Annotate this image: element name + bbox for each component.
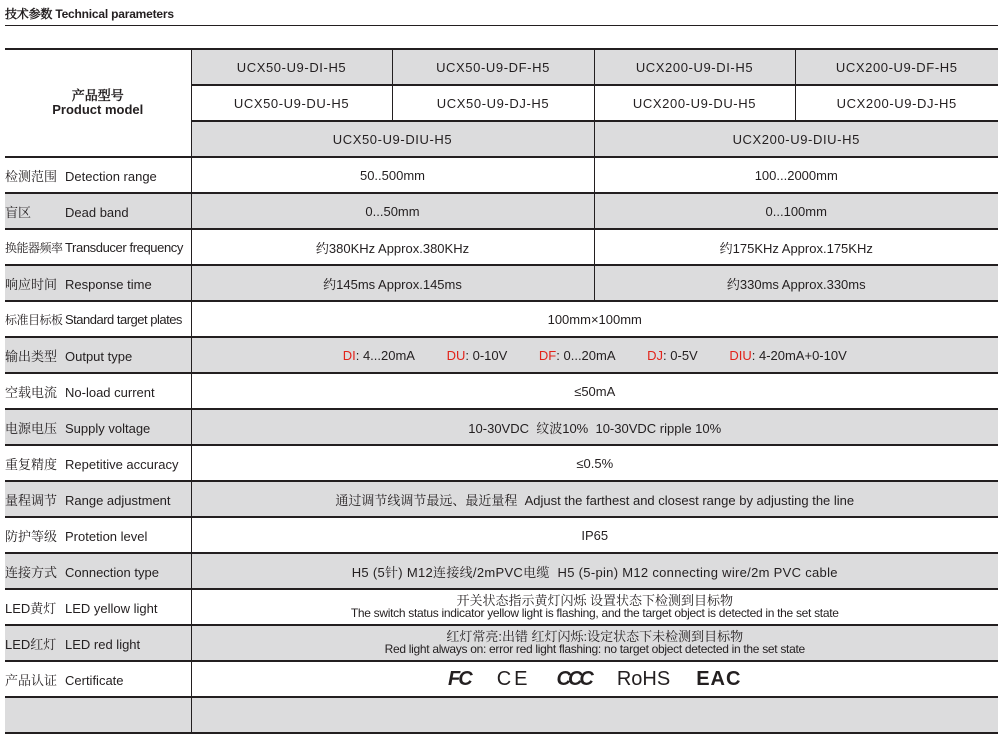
output-type-cell: [191, 337, 998, 373]
row-label: [5, 661, 191, 697]
led-red-en: Red light always on: error red light flashing: no target object detected in the set state: [384, 642, 805, 656]
label-cn: 标准目标板: [5, 312, 63, 327]
label-cn: 响应时间: [5, 276, 58, 292]
row-repetitive-accuracy: [5, 445, 998, 481]
value-cell: 0...50mm: [191, 193, 594, 229]
led-yellow-cell: [191, 589, 998, 625]
row-response-time: [5, 265, 998, 301]
row-label: [5, 337, 191, 373]
model-cell: UCX200-U9-DJ-H5: [795, 85, 998, 121]
led-yellow-en: The switch status indicator yellow light is flashing, and the target object is detected in the set state: [350, 606, 839, 620]
output-code: DF: [538, 347, 557, 363]
output-item-di: [343, 348, 415, 363]
header-divider: [5, 25, 998, 26]
certificate-cell: [191, 661, 998, 697]
output-range: : 4-20mA+0-10V: [751, 347, 847, 363]
model-cell: UCX50-U9-DIU-H5: [191, 121, 594, 157]
row-no-load-current: [5, 373, 998, 409]
row-certificate: [5, 661, 998, 697]
row-output-type: [5, 337, 998, 373]
value-cell: 约380KHz Approx.380KHz: [191, 229, 594, 265]
value-cell: H5 (5针) M12连接线/2mPVC电缆 H5 (5-pin) M12 connecting wire/2m PVC cable: [191, 553, 998, 589]
output-range: : 0-10V: [465, 347, 508, 363]
empty-value-cell: [191, 697, 998, 733]
row-label: [5, 445, 191, 481]
row-protection-level: [5, 517, 998, 553]
row-label: [5, 193, 191, 229]
label-en: Response time: [65, 276, 152, 292]
output-item-dj: [647, 348, 698, 363]
label-en: Detection range: [65, 168, 157, 184]
label-en: Output type: [65, 348, 133, 364]
value-cell: 0...100mm: [594, 193, 998, 229]
model-cell: UCX50-U9-DJ-H5: [392, 85, 594, 121]
ccc-mark-icon: CCC: [556, 667, 591, 690]
model-label-cell: [5, 49, 191, 157]
label-cn: 量程调节: [5, 492, 58, 508]
row-label: [5, 229, 191, 265]
label-en: No-load current: [65, 384, 155, 400]
value-cell: ≤50mA: [191, 373, 998, 409]
page-title: 技术参数 Technical parameters: [5, 7, 174, 21]
row-transducer-frequency: [5, 229, 998, 265]
ce-mark-icon: CE: [496, 667, 531, 690]
model-label-cn: 产品型号: [71, 88, 124, 103]
label-cn: 产品认证: [5, 672, 58, 688]
label-cn: 电源电压: [5, 420, 58, 436]
row-label: [5, 157, 191, 193]
label-cn: 换能器频率: [5, 240, 63, 255]
model-row-1: [5, 49, 998, 85]
row-led-yellow: [5, 589, 998, 625]
empty-label-cell: [5, 697, 191, 733]
row-range-adjustment: [5, 481, 998, 517]
model-cell: UCX200-U9-DIU-H5: [594, 121, 998, 157]
output-item-diu: [729, 348, 846, 363]
label-en: Connection type: [65, 564, 159, 580]
row-label: [5, 481, 191, 517]
model-cell: UCX50-U9-DF-H5: [392, 49, 594, 85]
label-en: Supply voltage: [65, 420, 151, 436]
model-cell: UCX200-U9-DU-H5: [594, 85, 795, 121]
row-label: [5, 625, 191, 661]
row-detection-range: [5, 157, 998, 193]
label-en: Certificate: [65, 672, 124, 688]
certificate-marks: [448, 668, 741, 691]
output-code: DU: [446, 347, 466, 363]
value-cell: ≤0.5%: [191, 445, 998, 481]
label-en: LED yellow light: [65, 600, 158, 616]
label-cn: 防护等级: [5, 528, 58, 544]
output-code: DJ: [647, 347, 664, 363]
row-label: [5, 589, 191, 625]
value-cell: 约330ms Approx.330ms: [594, 265, 998, 301]
row-standard-target: [5, 301, 998, 337]
label-cn: 重复精度: [5, 456, 58, 472]
value-cell: 100mm×100mm: [191, 301, 998, 337]
model-cell: UCX200-U9-DI-H5: [594, 49, 795, 85]
label-cn: 输出类型: [5, 348, 58, 364]
output-item-df: [539, 348, 616, 363]
label-cn: 连接方式: [5, 564, 58, 580]
model-cell: UCX50-U9-DU-H5: [191, 85, 392, 121]
value-cell: 约175KHz Approx.175KHz: [594, 229, 998, 265]
label-cn: 检测范围: [5, 168, 58, 184]
led-yellow-cn: 开关状态指示黄灯闪烁 设置状态下检测到目标物: [456, 593, 734, 608]
label-cn: LED红灯: [5, 636, 57, 652]
label-cn: 盲区: [5, 204, 32, 220]
row-dead-band: [5, 193, 998, 229]
row-label: [5, 409, 191, 445]
label-en: Transducer frequency: [65, 239, 183, 255]
value-cell: 约145ms Approx.145ms: [191, 265, 594, 301]
value-cell: 通过调节线调节最远、最近量程 Adjust the farthest and closest range by adjusting the line: [191, 481, 998, 517]
output-range: : 0...20mA: [556, 347, 616, 363]
row-label: [5, 301, 191, 337]
led-red-cell: [191, 625, 998, 661]
row-supply-voltage: [5, 409, 998, 445]
fc-mark-icon: FC: [448, 667, 471, 690]
row-connection-type: [5, 553, 998, 589]
led-red-cn: 红灯常亮:出错 红灯闪烁:设定状态下未检测到目标物: [446, 629, 744, 644]
label-cn: LED黄灯: [5, 600, 57, 616]
output-code: DI: [342, 347, 356, 363]
model-label-en: Product model: [52, 102, 144, 117]
output-range: : 0-5V: [663, 347, 698, 363]
row-label: [5, 517, 191, 553]
row-label: [5, 373, 191, 409]
label-en: Range adjustment: [65, 492, 171, 508]
label-cn: 空载电流: [5, 384, 58, 400]
rohs-mark-icon: RoHS: [616, 667, 671, 690]
output-item-du: [447, 348, 508, 363]
eac-mark-icon: EAC: [696, 667, 742, 690]
model-cell: UCX200-U9-DF-H5: [795, 49, 998, 85]
row-empty: [5, 697, 998, 733]
row-label: [5, 265, 191, 301]
spec-table: [5, 48, 998, 734]
label-en: Protetion level: [65, 528, 148, 544]
label-en: Repetitive accuracy: [65, 456, 179, 472]
value-cell: 100...2000mm: [594, 157, 998, 193]
value-cell: IP65: [191, 517, 998, 553]
output-code: DIU: [729, 347, 752, 363]
output-range: : 4...20mA: [355, 347, 415, 363]
label-en: Standard target plates: [65, 311, 182, 327]
value-cell: 10-30VDC 纹波10% 10-30VDC ripple 10%: [191, 409, 998, 445]
value-cell: 50..500mm: [191, 157, 594, 193]
row-led-red: [5, 625, 998, 661]
row-label: [5, 553, 191, 589]
model-cell: UCX50-U9-DI-H5: [191, 49, 392, 85]
label-en: LED red light: [65, 636, 141, 652]
label-en: Dead band: [65, 204, 129, 220]
